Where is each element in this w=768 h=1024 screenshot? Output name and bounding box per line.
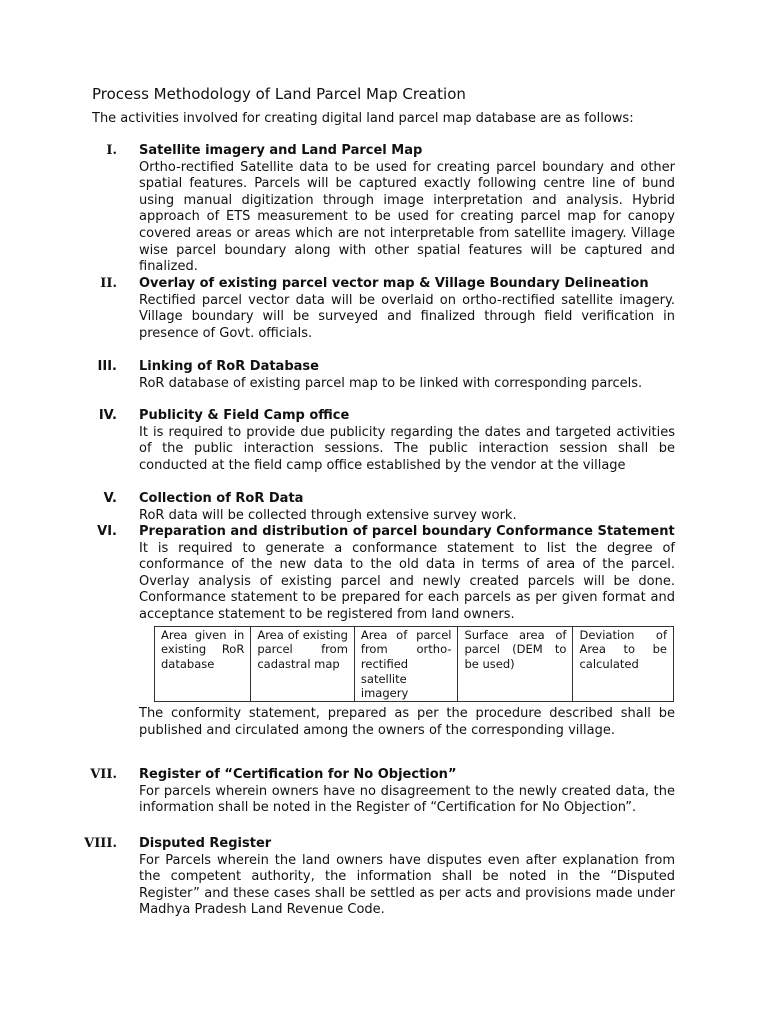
section-body: RoR data will be collected through extensive survey work. [139,507,517,523]
section-body: For parcels wherein owners have no disagreement to the newly created data, the information shall be noted in the Register of “Certification for No Objection”. [139,783,675,816]
table-cell: Area of parcel from ortho-rectified satellite imagery [354,626,458,702]
section-body: For Parcels wherein the land owners have disputes even after explanation from the competent authority, the information shall be noted in the “Disputed Register” and these cases shall be settled as per acts and provisions made under Madhya Pradesh Land Revenue Code. [139,852,675,918]
table-cell: Area given in existing RoR database [155,626,251,702]
table-cell: Deviation of Area to be calculated [573,626,674,702]
section-heading: Satellite imagery and Land Parcel Map [139,143,423,158]
section-heading: Disputed Register [139,836,272,851]
section-body: Rectified parcel vector data will be overlaid on ortho-rectified satellite imagery. Village boundary will be surveyed and finalized through field verification in presence of Govt. officials. [139,292,675,341]
table-cell: Surface area of parcel (DEM to be used) [458,626,573,702]
section-heading: Register of “Certification for No Objection” [139,767,457,782]
section-overlay-boundary [80,276,675,342]
table-row [155,626,674,702]
section-body: It is required to provide due publicity regarding the dates and targeted activities of the public interaction sessions. The public interaction session shall be conducted at the field camp office established by the vendor at the village [139,424,675,473]
section-body: It is required to generate a conformance statement to list the degree of conformance of the new data to the old data in terms of area of the parcel. Overlay analysis of existing parcel and newly created parcels will be done. Conformance statement to be prepared for each parcels as per given format and acceptance statement to be registered from land owners. [139,540,675,622]
conformance-table [154,626,674,703]
section-satellite-imagery [80,143,675,276]
section-body: Ortho-rectified Satellite data to be used for creating parcel boundary and other spatial features. Parcels will be captured exactly following centre line of bund using manual digitization through image interpretation and analysis. Hybrid approach of ETS measurement to be used for creating parcel map for canopy covered areas or areas which are not interpretable from satellite imagery. Village wise parcel boundary along with other spatial features will be captured and finalized. [139,159,675,275]
section-numeral: VIII. [84,836,117,851]
table-cell: Area of existing parcel from cadastral map [251,626,355,702]
section-numeral: IV. [98,408,117,423]
section-no-objection-register [80,767,675,817]
section-conformance-statement [80,524,675,739]
section-body: RoR database of existing parcel map to be linked with corresponding parcels. [139,375,643,391]
intro-paragraph: The activities involved for creating digital land parcel map database are as follows: [92,111,634,126]
section-body-after-table: The conformity statement, prepared as per the procedure described shall be published and circulated among the owners of the corresponding village. [139,706,675,738]
section-heading: Linking of RoR Database [139,359,319,374]
section-heading: Collection of RoR Data [139,491,304,506]
section-publicity [80,408,675,474]
section-numeral: III. [97,359,117,374]
section-numeral: VII. [90,767,117,782]
section-ror-database [80,359,675,392]
section-heading: Overlay of existing parcel vector map & Village Boundary Delineation [139,276,649,291]
section-numeral: V. [103,491,117,506]
section-ror-collection [80,491,675,524]
section-disputed-register [80,836,675,919]
section-heading: Publicity & Field Camp office [139,408,350,423]
section-numeral: VI. [97,524,117,539]
section-heading: Preparation and distribution of parcel boundary Conformance Statement [139,524,675,539]
section-numeral: I. [106,143,117,158]
section-numeral: II. [100,276,117,291]
document-title: Process Methodology of Land Parcel Map Creation [92,85,466,103]
